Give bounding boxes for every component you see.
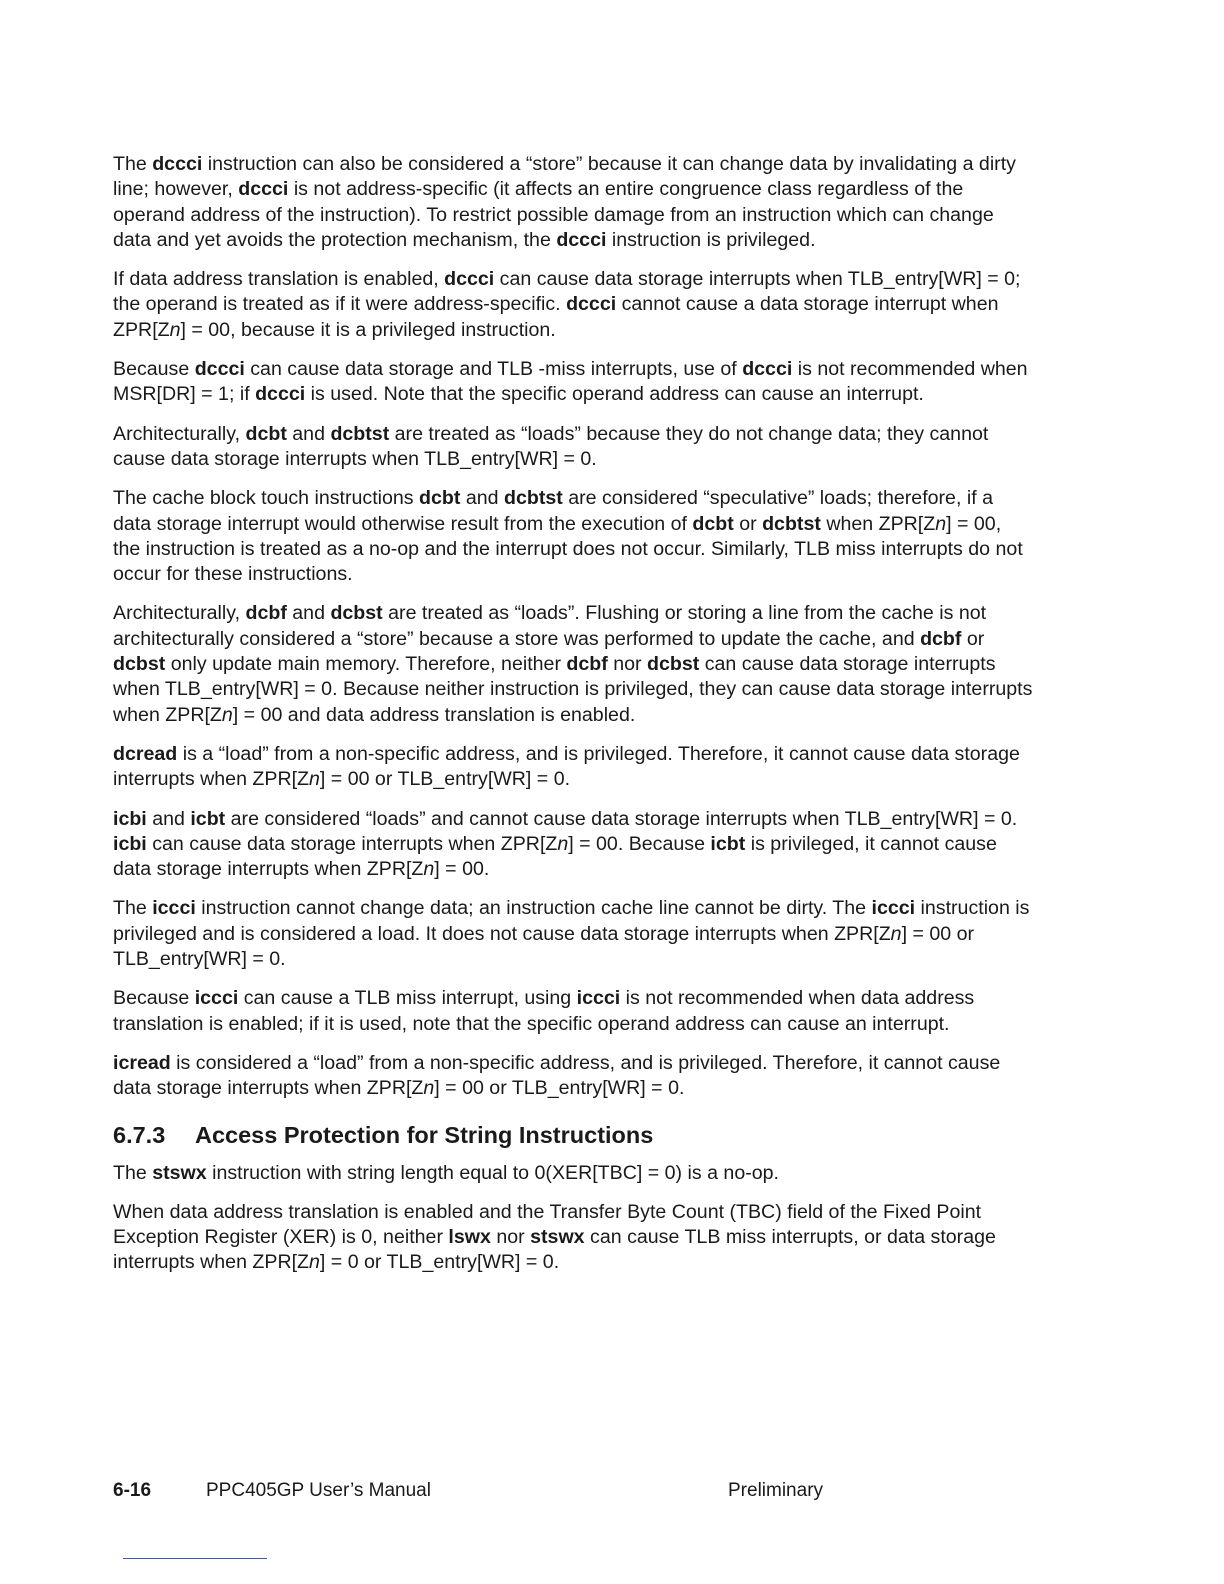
- paragraph: [113, 1200, 1033, 1276]
- text-run: ] = 00 or TLB_entry[WR] = 0.: [319, 768, 571, 791]
- text-run: instruction with string length equal to 0(XER[TBC] = 0) is a no-op.: [206, 1161, 779, 1184]
- italic-text: n: [169, 318, 181, 341]
- paragraph: [113, 422, 1033, 473]
- instruction-name: iccci: [576, 987, 621, 1010]
- italic-text: n: [890, 922, 902, 945]
- manual-title: PPC405GP User’s Manual: [206, 1480, 431, 1501]
- text-run: ] = 00 or TLB_entry[WR] = 0.: [434, 1077, 685, 1100]
- text-run: and: [460, 487, 504, 510]
- text-run: and: [286, 602, 331, 625]
- instruction-name: dcbst: [113, 653, 166, 676]
- text-run: can cause a TLB miss interrupt, using: [238, 987, 577, 1010]
- instruction-name: dccci: [152, 153, 203, 175]
- italic-text: n: [423, 1077, 435, 1100]
- text-run: and: [146, 807, 191, 830]
- paragraph: [113, 1161, 1033, 1186]
- footer-rule: [123, 1558, 267, 1559]
- text-run: Because: [113, 987, 195, 1010]
- paragraph: [113, 601, 1033, 727]
- text-run: can cause data storage and TLB -miss interrupts, use of: [244, 358, 743, 381]
- text-run: If data address translation is enabled,: [113, 268, 445, 291]
- page-footer: [113, 1478, 1033, 1504]
- text-run: are treated as “loads” because they do not change data; they cannot cause data storage interrupts when TLB_entry[WR] = 0.: [113, 422, 989, 470]
- instruction-name: dccci: [556, 228, 607, 251]
- instruction-name: iccci: [871, 897, 916, 920]
- page-body: [113, 152, 1033, 1290]
- instruction-name: dcbtst: [330, 422, 390, 445]
- text-run: ] = 00 and data address translation is enabled.: [232, 703, 636, 726]
- instruction-name: dccci: [742, 358, 793, 381]
- text-run: instruction cannot change data; an instruction cache line cannot be dirty. The: [195, 897, 872, 920]
- instruction-name: iccci: [194, 987, 239, 1010]
- paragraph: [113, 152, 1033, 253]
- text-run: is a “load” from a non-specific address, and is privileged. Therefore, it cannot cause data storage interrupts when ZPR[Z: [113, 742, 1020, 791]
- text-run: or: [961, 627, 985, 650]
- body-text: [113, 152, 1033, 1102]
- page-number: 6-16: [113, 1480, 152, 1501]
- text-run: is not recommended when data address translation is enabled; if it is used, note that the specific operand address can cause an interrupt.: [113, 987, 975, 1035]
- text-run: can cause data storage interrupts when ZPR[Z: [146, 832, 558, 855]
- paragraph: [113, 1051, 1033, 1102]
- paragraph: [113, 742, 1033, 793]
- text-run: nor: [607, 653, 647, 676]
- instruction-name: stswx: [530, 1226, 585, 1249]
- text-run: only update main memory. Therefore, neither: [165, 653, 567, 676]
- instruction-name: dcbtst: [762, 512, 821, 535]
- text-run: when ZPR[Z: [820, 512, 936, 535]
- instruction-name: dcbtst: [504, 487, 563, 510]
- instruction-name: dccci: [566, 293, 617, 316]
- text-run: instruction can also be considered a “store” because it can change data by invalidating a dirty line; however,: [113, 153, 1016, 201]
- text-run: ] = 0 or TLB_entry[WR] = 0.: [319, 1251, 560, 1274]
- instruction-name: dcread: [113, 742, 178, 765]
- italic-text: n: [423, 858, 435, 881]
- section-heading: [113, 1120, 1033, 1150]
- instruction-name: icread: [113, 1051, 171, 1074]
- instruction-name: dcbt: [419, 487, 461, 510]
- text-run: ] = 00. Because: [568, 832, 711, 855]
- text-run: ] = 00, the instruction is treated as a no-op and the interrupt does not occur. Similarly, TLB miss interrupts do not occur for these instructions.: [113, 512, 1023, 586]
- instruction-name: icbt: [190, 807, 226, 830]
- document-status: Preliminary: [728, 1480, 824, 1501]
- instruction-name: icbt: [710, 832, 746, 855]
- instruction-name: dcbf: [920, 627, 962, 650]
- text-run: ] = 00.: [434, 858, 490, 881]
- instruction-name: icbi: [113, 807, 147, 830]
- section-body-text: [113, 1161, 1033, 1276]
- instruction-name: icbi: [113, 832, 147, 855]
- text-run: Because: [113, 358, 195, 381]
- instruction-name: dcbst: [330, 602, 383, 625]
- instruction-name: dccci: [255, 383, 306, 406]
- paragraph: [113, 986, 1033, 1037]
- text-run: The: [113, 1161, 153, 1184]
- text-run: Architecturally,: [113, 422, 246, 445]
- text-run: ] = 00, because it is a privileged instruction.: [180, 318, 556, 341]
- text-run: When data address translation is enabled and the Transfer Byte Count (TBC) field of the Fixed Point Exception Register (XER) is 0, neither: [113, 1200, 982, 1249]
- instruction-name: dcbf: [245, 602, 287, 625]
- text-run: are treated as “loads”. Flushing or storing a line from the cache is not architecturally considered a “store” because a store was performed to update the cache, and: [113, 602, 987, 650]
- text-run: ] = 00 or TLB_entry[WR] = 0.: [113, 922, 975, 971]
- text-run: is not address-specific (it affects an entire congruence class regardless of the operand address of the instruction). To restrict possible damage from an instruction which can change data and yet avoids the protection mechanism, the: [113, 178, 994, 251]
- instruction-name: dcbt: [245, 422, 287, 445]
- instruction-name: dccci: [194, 358, 245, 381]
- instruction-name: dcbst: [647, 653, 700, 676]
- text-run: is considered a “load” from a non-specific address, and is privileged. Therefore, it cannot cause data storage interrupts when ZPR[Z: [113, 1051, 1001, 1100]
- text-run: Architecturally,: [113, 602, 246, 625]
- text-run: can cause data storage interrupts when TLB_entry[WR] = 0. Because neither instruction is privileged, they can cause data storage interrupts when ZPR[Z: [113, 653, 1033, 726]
- italic-text: n: [935, 512, 947, 535]
- instruction-name: dccci: [444, 268, 495, 291]
- text-run: nor: [490, 1226, 531, 1249]
- instruction-name: dccci: [238, 178, 289, 201]
- text-run: is used. Note that the specific operand address can cause an interrupt.: [305, 383, 924, 406]
- text-run: The: [113, 897, 153, 920]
- text-run: instruction is privileged.: [606, 228, 816, 251]
- text-run: can cause data storage interrupts when TLB_entry[WR] = 0; the operand is treated as if it were address-specific.: [113, 268, 1021, 316]
- text-run: is not recommended when MSR[DR] = 1; if: [113, 358, 1028, 406]
- text-run: The cache block touch instructions: [113, 487, 420, 510]
- text-run: can cause TLB miss interrupts, or data storage interrupts when ZPR[Z: [113, 1226, 996, 1274]
- text-run: are considered “speculative” loads; therefore, if a data storage interrupt would otherwise result from the execution of: [113, 487, 993, 535]
- paragraph: [113, 486, 1033, 587]
- paragraph: [113, 807, 1033, 883]
- text-run: cannot cause a data storage interrupt when ZPR[Z: [113, 293, 999, 341]
- instruction-name: dcbt: [692, 512, 734, 535]
- text-run: instruction is privileged and is considered a load. It does not cause data storage interrupts when ZPR[Z: [113, 897, 1030, 945]
- italic-text: n: [309, 768, 320, 791]
- section-title: Access Protection for String Instructions: [195, 1121, 654, 1148]
- paragraph: [113, 357, 1033, 408]
- instruction-name: stswx: [152, 1161, 207, 1184]
- section-number: 6.7.3: [113, 1121, 166, 1148]
- text-run: The: [113, 153, 153, 175]
- text-run: or: [733, 512, 763, 535]
- instruction-name: lswx: [448, 1226, 491, 1249]
- text-run: and: [286, 422, 331, 445]
- italic-text: n: [309, 1251, 320, 1274]
- paragraph: [113, 896, 1033, 972]
- italic-text: n: [557, 832, 569, 855]
- text-run: is privileged, it cannot cause data storage interrupts when ZPR[Z: [113, 832, 997, 881]
- instruction-name: dcbf: [566, 653, 608, 676]
- instruction-name: iccci: [152, 897, 196, 920]
- italic-text: n: [221, 703, 233, 726]
- paragraph: [113, 267, 1033, 343]
- text-run: are considered “loads” and cannot cause data storage interrupts when TLB_entry[WR] = 0.: [225, 807, 1018, 830]
